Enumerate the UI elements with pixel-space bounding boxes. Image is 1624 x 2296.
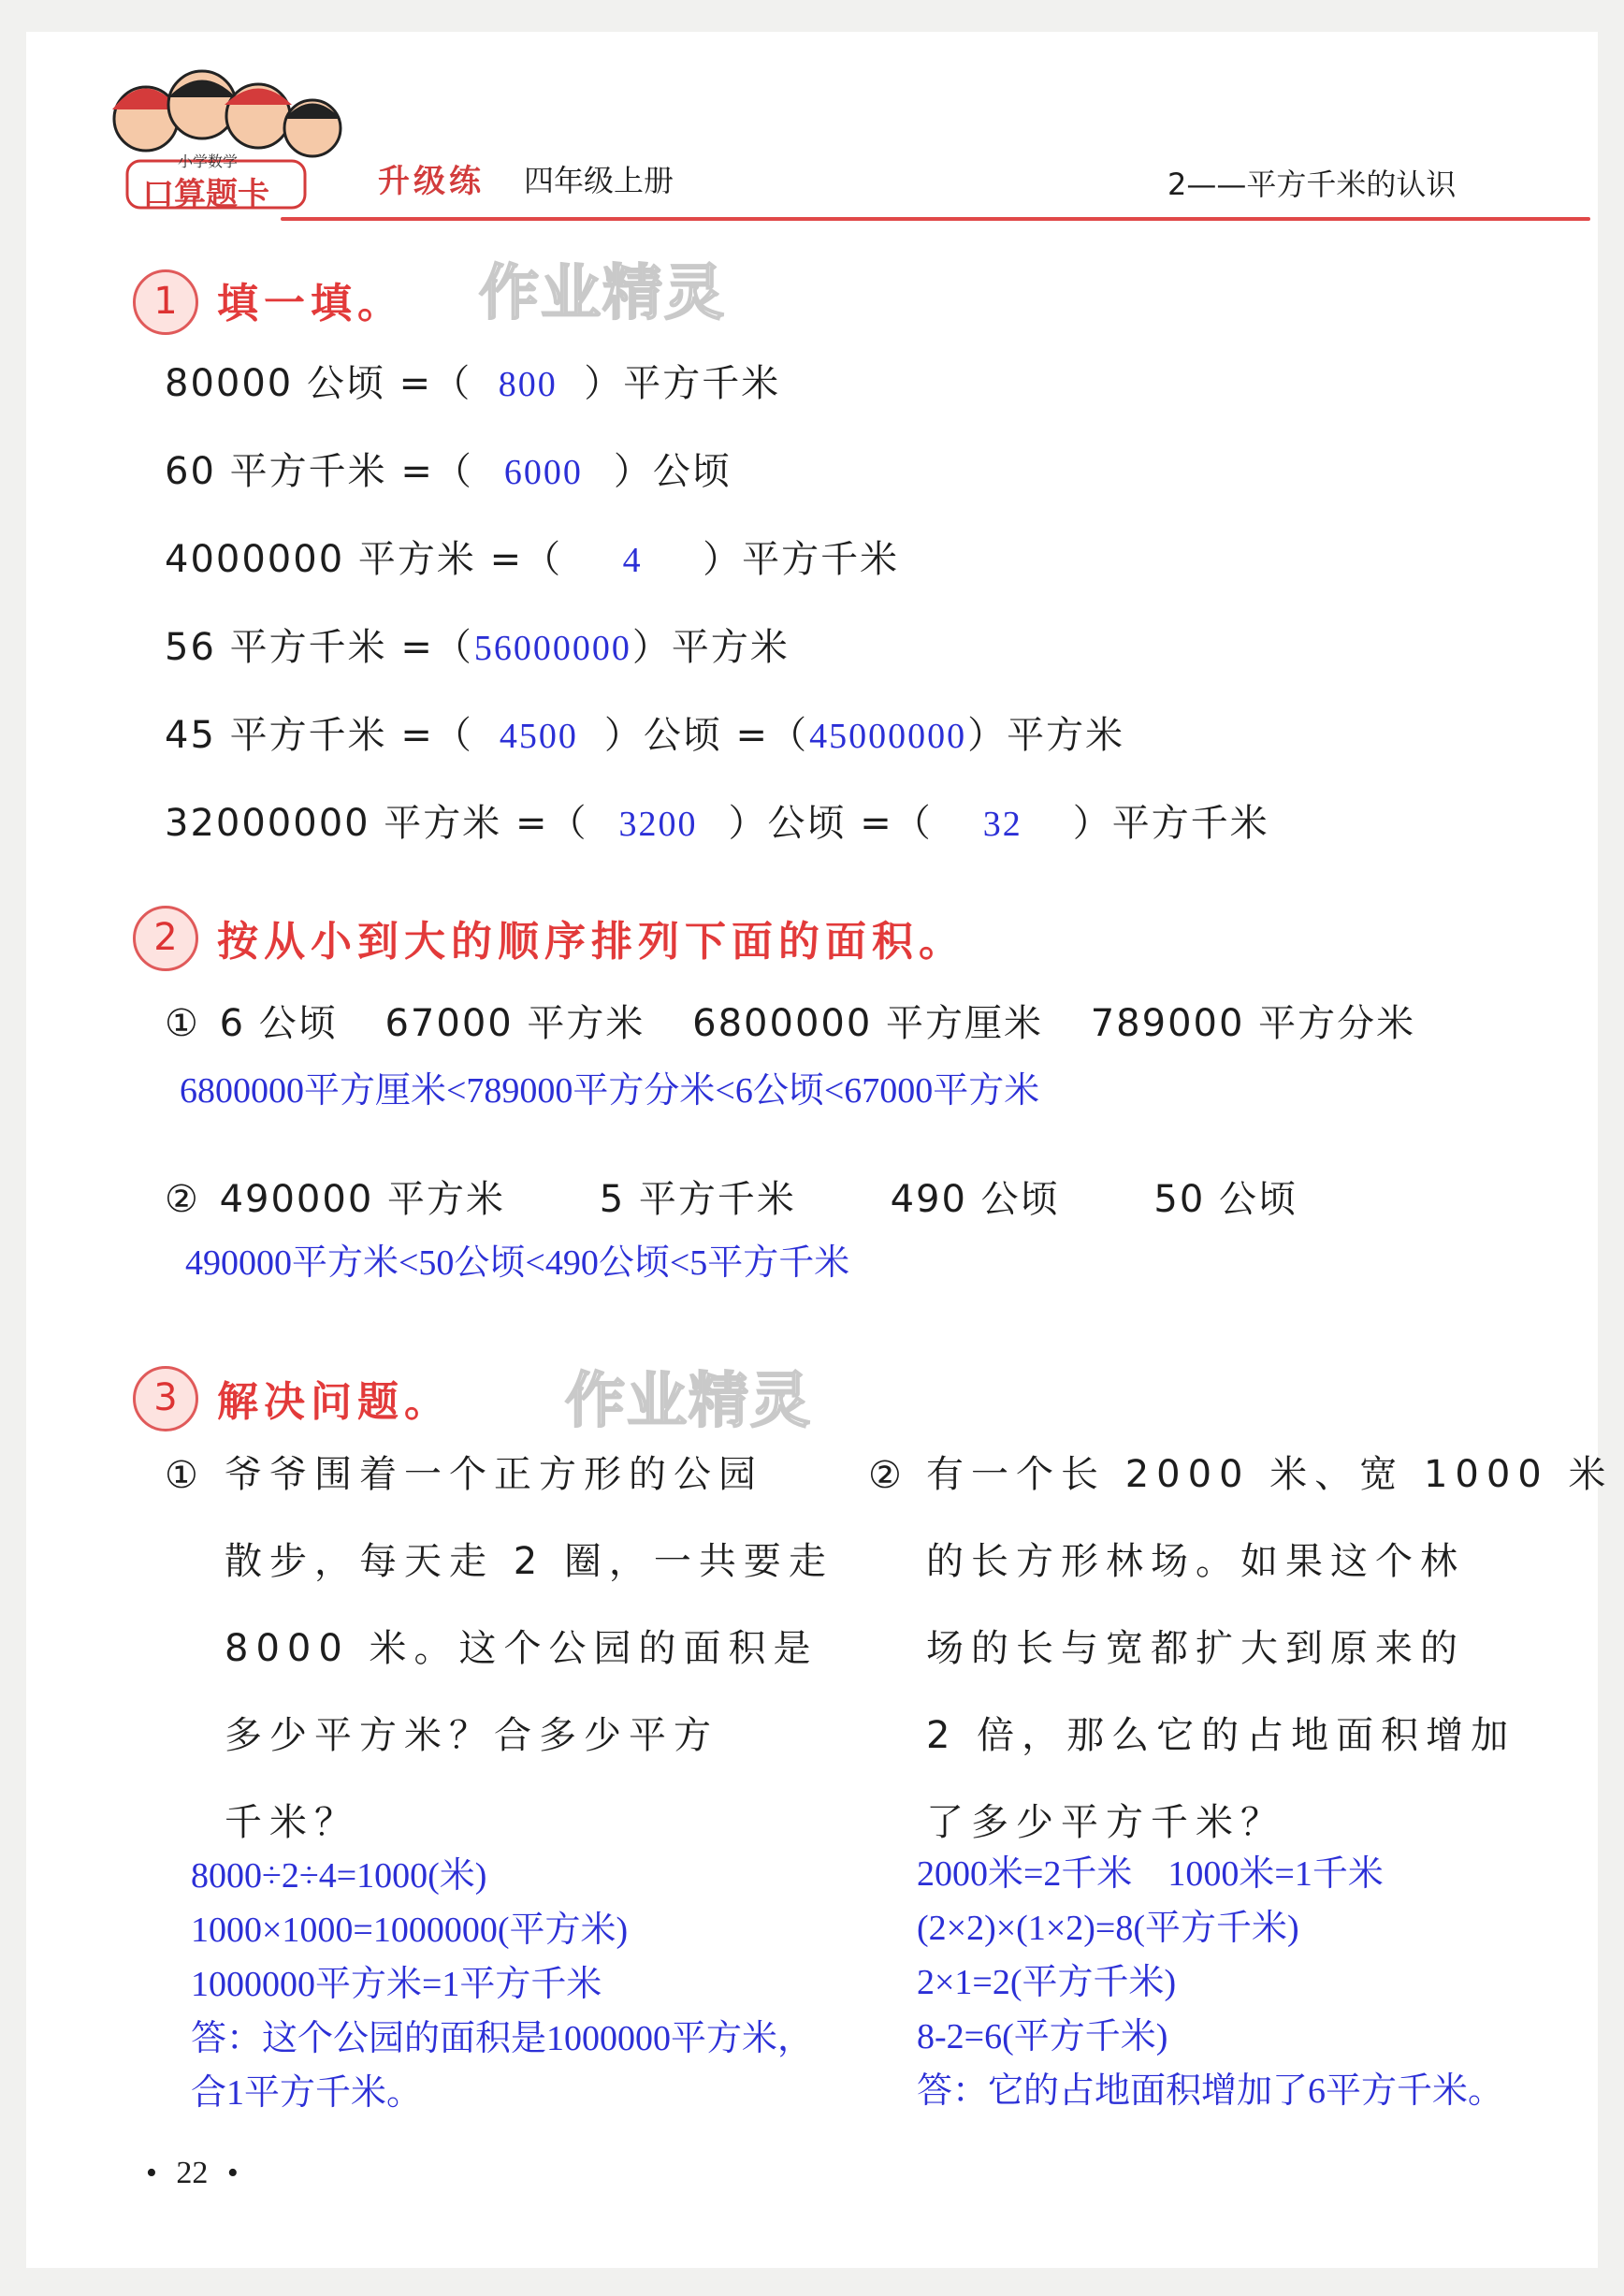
problem-text: 有一个长 2000 米、宽 1000 米 的长方形林场。如果这个林 场的长与宽都扩大到原来的 2 倍，那么它的占地面积增加 了多少平方千米？ — [926, 1453, 1614, 1844]
section-title: 解决问题。 — [217, 1378, 451, 1426]
section-title: 2——平方千米的认识 — [1167, 167, 1457, 202]
header-rule — [281, 217, 1590, 221]
fill-row: 4000000 平方米 =（ 4 ）平方千米 — [165, 538, 900, 581]
fill-row: 80000 公顷 =（ 800 ）平方千米 — [165, 362, 781, 405]
answer: 6000 — [503, 453, 583, 492]
answer: 6800000平方厘米<789000平方分米<6公顷<67000平方米 — [180, 1071, 1040, 1111]
section-title: 填一填。 — [217, 280, 404, 327]
solution: 2000米=2千米 1000米=1千米 (2×2)×(1×2)=8(平方千米) 2×1=2(平方千米) 8-2=6(平方千米) 答：它的占地面积增加了6平方千米。 — [917, 1854, 1504, 2111]
answer: 800 — [498, 365, 558, 404]
fill-row: 56 平方千米 =（56000000）平方米 — [165, 626, 790, 669]
section-badge: 3 — [133, 1366, 198, 1431]
grade-label: 四年级上册 — [524, 163, 674, 198]
watermark: 作业精灵 — [565, 1367, 812, 1436]
answer: 490000平方米<50公顷<490公顷<5平方千米 — [185, 1243, 850, 1283]
answer: 45000000 — [809, 717, 967, 756]
problem-text: 爷爷围着一个正方形的公园 散步，每天走 2 圈，一共要走 8000 米。这个公园的面积是 多少平方米？合多少平方 千米？ — [225, 1453, 834, 1844]
fill-row: 32000000 平方米 =（ 3200 ）公顷 =（ 32 ）平方千米 — [165, 802, 1269, 845]
answer: 3200 — [618, 805, 698, 844]
answer: 4500 — [499, 717, 578, 756]
series-label: 升级练 — [378, 163, 485, 200]
logo-small-text: 小学数学 — [178, 153, 239, 170]
answer: 56000000 — [473, 629, 631, 668]
compare-item: ② 490000 平方米 5 平方千米 490 公顷 50 公顷 — [165, 1178, 1298, 1221]
answer: 4 — [622, 541, 643, 580]
problem-number: ① — [165, 1454, 200, 1497]
section-badge: 2 — [133, 906, 198, 971]
logo-title: 口算题卡 — [142, 176, 269, 213]
section-title: 按从小到大的顺序排列下面的面积。 — [217, 918, 965, 966]
fill-row: 60 平方千米 =（ 6000 ）公顷 — [165, 450, 732, 493]
solution: 8000÷2÷4=1000(米) 1000×1000=1000000(平方米) 1000000平方米=1平方千米 答：这个公园的面积是1000000平方米， 合1平方千米。 — [191, 1856, 814, 2113]
fill-row: 45 平方千米 =（ 4500 ）公顷 =（45000000）平方米 — [165, 714, 1125, 757]
page-number: • 22 • — [146, 2156, 239, 2190]
answer: 32 — [982, 805, 1022, 844]
problem-number: ② — [868, 1454, 904, 1497]
section-badge: 1 — [133, 269, 198, 335]
compare-item: ① 6 公顷 67000 平方米 6800000 平方厘米 789000 平方分米 — [165, 1002, 1416, 1045]
watermark: 作业精灵 — [479, 259, 726, 328]
